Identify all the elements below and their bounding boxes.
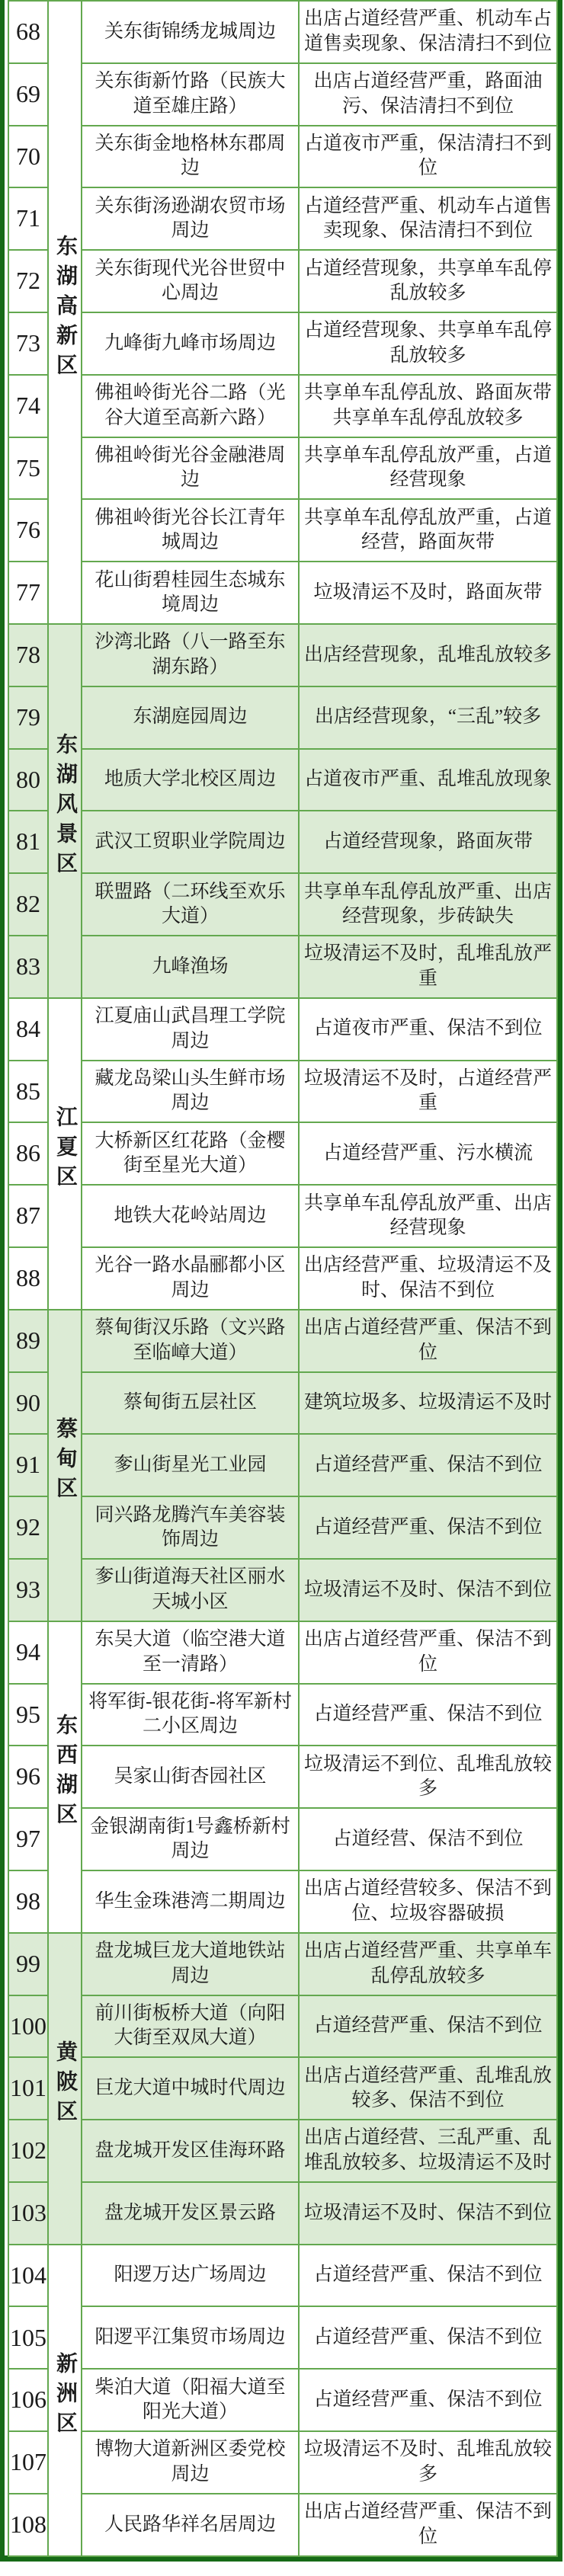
problems-cell: 占道夜市严重，保洁清扫不到位: [299, 126, 557, 188]
location-cell: 盘龙城巨龙大道地铁站周边: [82, 1933, 299, 1995]
row-number: 88: [8, 1247, 48, 1310]
table-row: [8, 1247, 557, 1310]
row-number: 85: [8, 1061, 48, 1123]
district-cell: [48, 1933, 82, 2245]
table-row: [8, 749, 557, 811]
problems-cell: 出店占道经营严重、乱堆乱放较多、保洁不到位: [299, 2057, 557, 2120]
location-cell: 光谷一路水晶郦都小区周边: [82, 1247, 299, 1310]
row-number: 100: [8, 1995, 48, 2058]
row-number: 75: [8, 437, 48, 500]
problems-cell: 出店占道经营严重，路面油污、保洁清扫不到位: [299, 63, 557, 126]
table-row: [8, 2120, 557, 2182]
location-cell: 盘龙城开发区佳海环路: [82, 2120, 299, 2182]
problems-cell: 占道经营、保洁不到位: [299, 1808, 557, 1870]
problems-cell: 占道经营现象、共享单车乱停乱放较多: [299, 312, 557, 375]
row-number: 74: [8, 375, 48, 437]
row-number: 68: [8, 1, 48, 63]
location-cell: 佛祖岭街光谷长江青年城周边: [82, 499, 299, 562]
district-cell: [48, 1621, 82, 1933]
problems-cell: 出店经营现象，“三乱”较多: [299, 686, 557, 749]
table-row: [8, 1434, 557, 1496]
table-row: [8, 873, 557, 936]
table-row: [8, 312, 557, 375]
problems-cell: 占道经营严重、保洁不到位: [299, 2245, 557, 2307]
row-number: 71: [8, 187, 48, 250]
location-cell: 江夏庙山武昌理工学院周边: [82, 998, 299, 1061]
problems-cell: 垃圾清运不及时、保洁不到位: [299, 2182, 557, 2245]
row-number: 91: [8, 1434, 48, 1496]
table-row: [8, 126, 557, 188]
location-cell: 奓山街道海天社区丽水天城小区: [82, 1559, 299, 1621]
location-cell: 蔡甸街汉乐路（文兴路至临嶂大道）: [82, 1310, 299, 1372]
location-cell: 东吴大道（临空港大道至一清路）: [82, 1621, 299, 1684]
location-cell: 蔡甸街五层社区: [82, 1372, 299, 1435]
location-cell: 沙湾北路（八一路至东湖东路）: [82, 624, 299, 686]
problems-cell: 共享单车乱停乱放严重，占道经营现象: [299, 437, 557, 500]
table-row: [8, 1621, 557, 1684]
table-row: [8, 1559, 557, 1621]
table-row: [8, 2245, 557, 2307]
row-number: 104: [8, 2245, 48, 2307]
location-cell: 阳逻平江集贸市场周边: [82, 2306, 299, 2369]
location-cell: 金银湖南街1号鑫桥新村周边: [82, 1808, 299, 1870]
problems-cell: 占道夜市严重、乱堆乱放现象: [299, 749, 557, 811]
table-outer-border-left: [0, 0, 5, 2562]
location-cell: 博物大道新洲区委党校周边: [82, 2431, 299, 2494]
row-number: 101: [8, 2057, 48, 2120]
row-number: 82: [8, 873, 48, 936]
row-number: 102: [8, 2120, 48, 2182]
district-label: 黄陂区: [53, 2040, 77, 2130]
district-label: 新洲区: [53, 2351, 77, 2441]
problems-cell: 出店占道经营严重、保洁不到位: [299, 2494, 557, 2556]
problems-cell: 占道经营严重、保洁不到位: [299, 1496, 557, 1559]
table-row: [8, 1185, 557, 1247]
location-cell: 九峰渔场: [82, 936, 299, 998]
location-cell: 武汉工贸职业学院周边: [82, 811, 299, 873]
row-number: 76: [8, 499, 48, 562]
problems-cell: 共享单车乱停乱放严重，占道经营，路面灰带: [299, 499, 557, 562]
problems-cell: 占道夜市严重、保洁不到位: [299, 998, 557, 1061]
location-cell: 关东街锦绣龙城周边: [82, 1, 299, 63]
location-cell: 盘龙城开发区景云路: [82, 2182, 299, 2245]
problems-cell: 出店占道经营较多、保洁不到位、垃圾容器破损: [299, 1870, 557, 1933]
table-row: [8, 375, 557, 437]
problems-cell: 出店占道经营严重、共享单车乱停乱放较多: [299, 1933, 557, 1995]
row-number: 103: [8, 2182, 48, 2245]
table-row: [8, 936, 557, 998]
table-row: [8, 2431, 557, 2494]
row-number: 69: [8, 63, 48, 126]
location-cell: 佛祖岭街光谷金融港周边: [82, 437, 299, 500]
district-cell: [48, 1310, 82, 1621]
row-number: 90: [8, 1372, 48, 1435]
table-row: [8, 2369, 557, 2431]
row-number: 98: [8, 1870, 48, 1933]
district-cell: [48, 2245, 82, 2556]
table-row: [8, 1746, 557, 1808]
row-number: 108: [8, 2494, 48, 2556]
table-row: [8, 811, 557, 873]
table-row: [8, 1808, 557, 1870]
problems-cell: 垃圾清运不及时，乱堆乱放严重: [299, 936, 557, 998]
problems-cell: 出店占道经营、三乱严重、乱堆乱放较多、垃圾清运不及时: [299, 2120, 557, 2182]
district-cell: [48, 1, 82, 624]
location-cell: 东湖庭园周边: [82, 686, 299, 749]
problems-cell: 垃圾清运不到位、乱堆乱放较多: [299, 1746, 557, 1808]
table-row: [8, 686, 557, 749]
problems-cell: 垃圾清运不及时、保洁不到位: [299, 1559, 557, 1621]
table-row: [8, 624, 557, 686]
district-cell: [48, 624, 82, 998]
location-cell: 华生金珠港湾二期周边: [82, 1870, 299, 1933]
table-row: [8, 1061, 557, 1123]
district-label: 东西湖区: [53, 1714, 77, 1833]
table-row: [8, 250, 557, 312]
problems-cell: 共享单车乱停乱放、路面灰带共享单车乱停乱放较多: [299, 375, 557, 437]
problems-cell: 垃圾清运不及时，占道经营严重: [299, 1061, 557, 1123]
problems-cell: 占道经营严重、保洁不到位: [299, 2369, 557, 2431]
row-number: 107: [8, 2431, 48, 2494]
location-cell: 吴家山街杏园社区: [82, 1746, 299, 1808]
table-row: [8, 1870, 557, 1933]
location-cell: 九峰街九峰市场周边: [82, 312, 299, 375]
problems-cell: 占道经营现象，路面灰带: [299, 811, 557, 873]
location-cell: 人民路华祥名居周边: [82, 2494, 299, 2556]
row-number: 96: [8, 1746, 48, 1808]
row-number: 94: [8, 1621, 48, 1684]
problems-cell: 占道经营严重、保洁不到位: [299, 1434, 557, 1496]
problems-cell: 出店占道经营严重、保洁不到位: [299, 1621, 557, 1684]
problems-cell: 出店占道经营严重、保洁不到位: [299, 1310, 557, 1372]
row-number: 89: [8, 1310, 48, 1372]
district-cell: [48, 998, 82, 1310]
location-cell: 柴泊大道（阳福大道至阳光大道）: [82, 2369, 299, 2431]
table-row: [8, 2182, 557, 2245]
location-cell: 同兴路龙腾汽车美容装饰周边: [82, 1496, 299, 1559]
location-cell: 藏龙岛梁山头生鲜市场周边: [82, 1061, 299, 1123]
table-row: [8, 499, 557, 562]
location-cell: 将军街-银花街-将军新村二小区周边: [82, 1684, 299, 1746]
district-label: 东湖风景区: [53, 733, 77, 882]
problems-cell: 垃圾清运不及时，路面灰带: [299, 562, 557, 624]
table-row: [8, 1372, 557, 1435]
table-body: [8, 1, 557, 2556]
problems-cell: 占道经营严重、保洁不到位: [299, 1684, 557, 1746]
problems-cell: 占道经营严重、保洁不到位: [299, 1995, 557, 2058]
problems-cell: 共享单车乱停乱放严重、出店经营现象: [299, 1185, 557, 1247]
table-row: [8, 2057, 557, 2120]
problems-cell: 出店经营现象，乱堆乱放较多: [299, 624, 557, 686]
row-number: 79: [8, 686, 48, 749]
row-number: 92: [8, 1496, 48, 1559]
problems-cell: 出店经营严重、垃圾清运不及时、保洁不到位: [299, 1247, 557, 1310]
problems-cell: 占道经营现象，共享单车乱停乱放较多: [299, 250, 557, 312]
problems-cell: 占道经营严重、污水横流: [299, 1122, 557, 1185]
location-cell: 联盟路（二环线至欢乐大道）: [82, 873, 299, 936]
row-number: 97: [8, 1808, 48, 1870]
row-number: 87: [8, 1185, 48, 1247]
table-row: [8, 187, 557, 250]
problems-cell: 共享单车乱停乱放严重、出店经营现象，步砖缺失: [299, 873, 557, 936]
district-label: 蔡甸区: [53, 1416, 77, 1506]
table-row: [8, 998, 557, 1061]
location-cell: 地质大学北校区周边: [82, 749, 299, 811]
table-row: [8, 2494, 557, 2556]
problems-cell: 占道经营严重、保洁不到位: [299, 2306, 557, 2369]
row-number: 70: [8, 126, 48, 188]
location-cell: 花山街碧桂园生态城东境周边: [82, 562, 299, 624]
table-row: [8, 1995, 557, 2058]
table-row: [8, 2306, 557, 2369]
location-cell: 地铁大花岭站周边: [82, 1185, 299, 1247]
row-number: 84: [8, 998, 48, 1061]
row-number: 72: [8, 250, 48, 312]
table-row: [8, 1496, 557, 1559]
location-cell: 大桥新区红花路（金樱街至星光大道）: [82, 1122, 299, 1185]
table-row: [8, 562, 557, 624]
district-label: 东湖高新区: [53, 234, 77, 383]
table-row: [8, 1310, 557, 1372]
problems-cell: 垃圾清运不及时、乱堆乱放较多: [299, 2431, 557, 2494]
problem-areas-table: [8, 0, 558, 2557]
location-cell: 阳逻万达广场周边: [82, 2245, 299, 2307]
location-cell: 前川街板桥大道（向阳大街至双凤大道）: [82, 1995, 299, 2058]
location-cell: 佛祖岭街光谷二路（光谷大道至高新六路）: [82, 375, 299, 437]
row-number: 93: [8, 1559, 48, 1621]
table-row: [8, 1933, 557, 1995]
location-cell: 巨龙大道中城时代周边: [82, 2057, 299, 2120]
row-number: 83: [8, 936, 48, 998]
row-number: 86: [8, 1122, 48, 1185]
table-row: [8, 1684, 557, 1746]
row-number: 80: [8, 749, 48, 811]
row-number: 99: [8, 1933, 48, 1995]
row-number: 106: [8, 2369, 48, 2431]
row-number: 78: [8, 624, 48, 686]
table-row: [8, 1, 557, 63]
table-row: [8, 437, 557, 500]
problems-cell: 建筑垃圾多、垃圾清运不及时: [299, 1372, 557, 1435]
row-number: 105: [8, 2306, 48, 2369]
row-number: 73: [8, 312, 48, 375]
location-cell: 关东街新竹路（民族大道至雄庄路）: [82, 63, 299, 126]
location-cell: 奓山街星光工业园: [82, 1434, 299, 1496]
location-cell: 关东街现代光谷世贸中心周边: [82, 250, 299, 312]
row-number: 95: [8, 1684, 48, 1746]
row-number: 77: [8, 562, 48, 624]
table-row: [8, 63, 557, 126]
problems-cell: 出店占道经营严重、机动车占道售卖现象、保洁清扫不到位: [299, 1, 557, 63]
problems-cell: 占道经营严重、机动车占道售卖现象、保洁清扫不到位: [299, 187, 557, 250]
row-number: 81: [8, 811, 48, 873]
location-cell: 关东街汤逊湖农贸市场周边: [82, 187, 299, 250]
district-label: 江夏区: [53, 1105, 77, 1195]
location-cell: 关东街金地格林东郡周边: [82, 126, 299, 188]
table-row: [8, 1122, 557, 1185]
